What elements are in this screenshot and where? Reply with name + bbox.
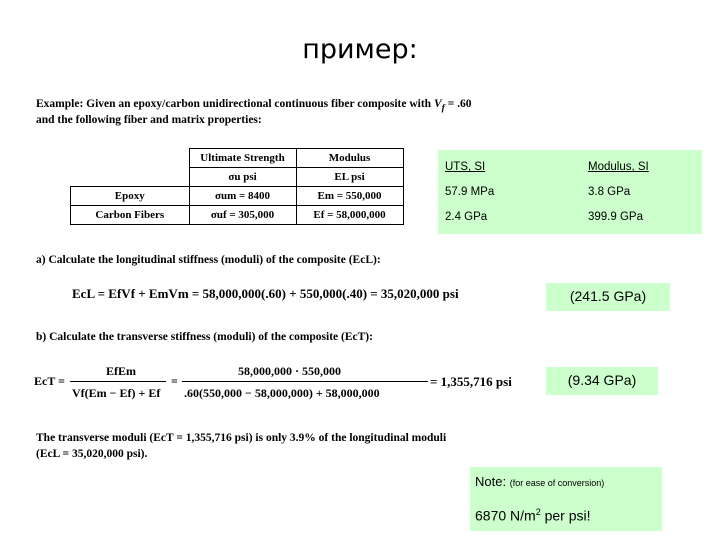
props-corner (71, 149, 190, 187)
part-b-equals: = (171, 374, 178, 388)
props-subheader-strength: σu psi (189, 168, 296, 187)
props-row-strength: σum = 8400 (189, 187, 296, 206)
frac1-numerator: EfEm (106, 364, 136, 378)
frac1-denominator: Vf(Em − Ef) + Ef (72, 386, 161, 400)
props-subheader-modulus: EL psi (296, 168, 403, 187)
part-b-lhs: EcT = (34, 374, 65, 388)
conversion-note (470, 467, 662, 531)
part-a-question: a) Calculate the longitudinal stiffness (moduli) of the composite (EcL): (36, 254, 381, 266)
props-row-material: Carbon Fibers (71, 206, 190, 225)
vf-variable (433, 98, 445, 114)
props-row-material: Epoxy (71, 187, 190, 206)
si-conversion-table (438, 150, 702, 234)
si-header-uts: UTS, SI (445, 161, 486, 173)
vf-var-sub: f (441, 102, 445, 114)
conclusion-line-2: (EcL = 35,020,000 psi). (36, 448, 148, 460)
si-cell: 3.8 GPa (588, 186, 631, 198)
frac2-numerator: 58,000,000 · 550,000 (238, 364, 342, 378)
si-cell: 399.9 GPa (588, 211, 643, 223)
part-b-result-si: (9.34 GPa) (546, 367, 658, 395)
conclusion-line-1: The transverse moduli (EcT = 1,355,716 psi) is only 3.9% of the longitudinal moduli (36, 432, 447, 444)
frac2-bar (182, 381, 428, 382)
note-line-1 (475, 474, 604, 489)
properties-table (70, 148, 404, 225)
props-row-strength: σuf = 305,000 (189, 206, 296, 225)
part-b-result: = 1,355,716 psi (430, 374, 512, 389)
props-row-modulus: Ef = 58,000,000 (296, 206, 403, 225)
frac2-denominator: .60(550,000 − 58,000,000) + 58,000,000 (184, 386, 380, 400)
note-value-sup: 2 (535, 507, 541, 517)
note-line-2 (475, 507, 591, 524)
slide-title: пример: (302, 34, 418, 65)
props-row-modulus: Em = 550,000 (296, 187, 403, 206)
part-a-equation: EcL = EfVf + EmVm = 58,000,000(.60) + 550,000(.40) = 35,020,000 psi (72, 286, 459, 301)
example-line-2: and the following fiber and matrix properties: (36, 114, 262, 126)
frac1-bar (70, 381, 166, 382)
example-line-1-text: Example: Given an epoxy/carbon unidirectional continuous fiber composite with (36, 98, 434, 110)
vf-value: = .60 (444, 98, 472, 110)
note-value-prefix: 6870 N/m (475, 507, 536, 524)
props-header-strength: Ultimate Strength (189, 149, 296, 168)
part-a-result-si: (241.5 GPa) (546, 283, 670, 311)
si-header-modulus: Modulus, SI (588, 161, 649, 173)
note-label: Note: (475, 474, 507, 489)
si-cell: 57.9 MPa (445, 186, 495, 198)
props-header-modulus: Modulus (296, 149, 403, 168)
vf-var-letter: V (433, 98, 442, 110)
note-small-text: (for ease of conversion) (509, 478, 605, 488)
part-b-question: b) Calculate the transverse stiffness (moduli) of the composite (EcT): (36, 331, 373, 343)
si-cell: 2.4 GPa (445, 211, 488, 223)
note-value-suffix: per psi! (540, 507, 591, 524)
